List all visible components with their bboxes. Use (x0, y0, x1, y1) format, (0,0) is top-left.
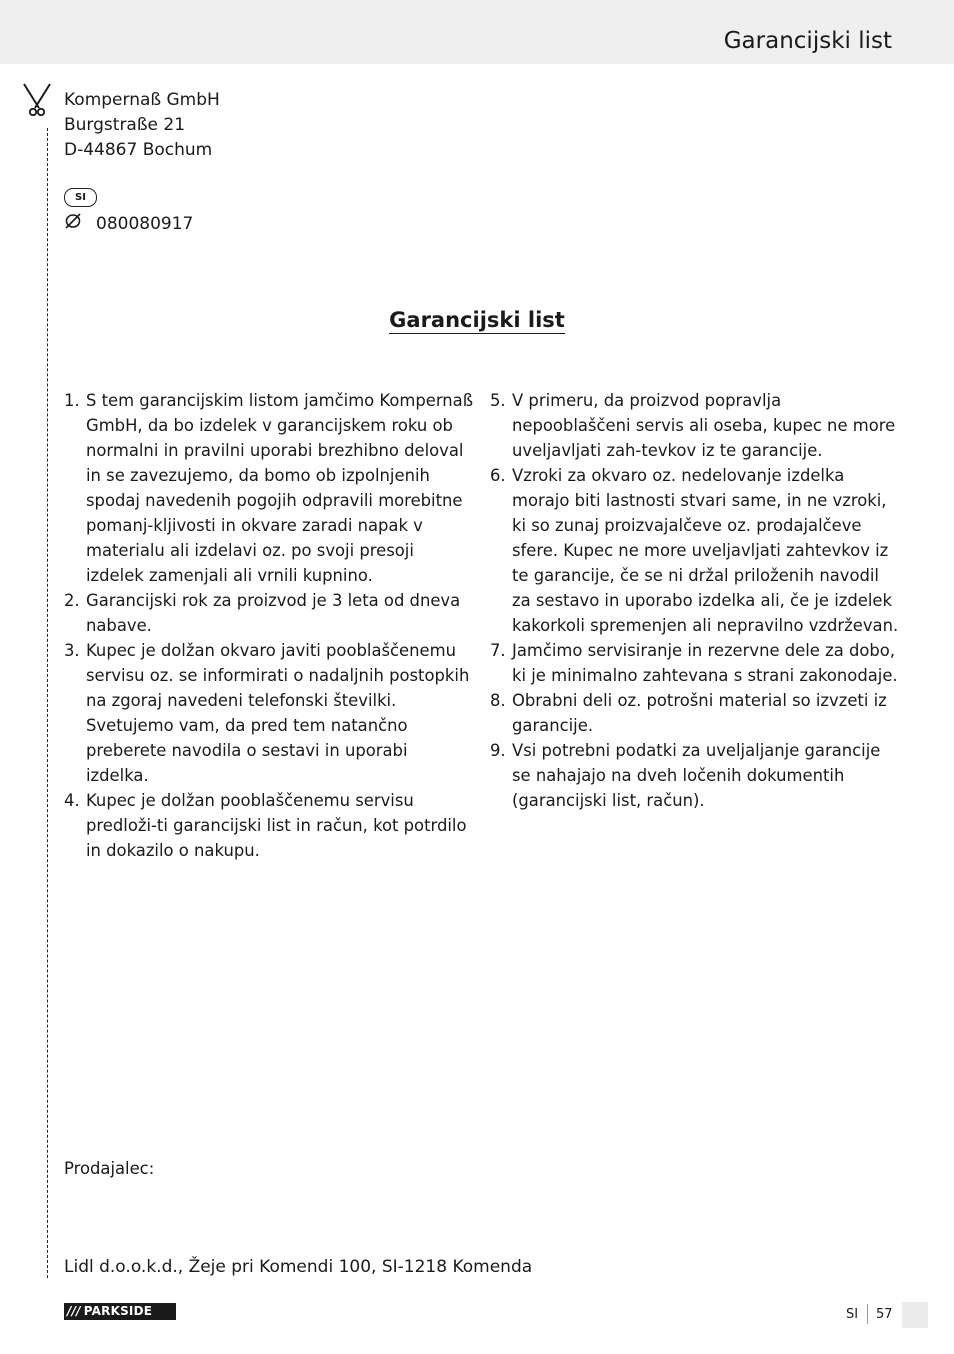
terms-item-number: 2. (64, 591, 80, 610)
terms-item (490, 638, 900, 688)
terms-item-text: Obrabni deli oz. potrošni material so izvzeti iz garancije. (512, 691, 887, 735)
phone-number: 080080917 (96, 214, 194, 234)
phone-icon (64, 212, 82, 237)
address-line: Burgstraße 21 (64, 115, 186, 135)
terms-item-number: 8. (490, 691, 506, 710)
terms-item-text: Kupec je dolžan okvaro javiti pooblaščenemu servisu oz. se informirati o nadaljnih postopkih na zgoraj navedeni telefonski številki. Svetujemo vam, da pred tem natančno preberete navodila o sestavi in uporabi izdelka. (86, 641, 470, 785)
terms-item-text: Garancijski rok za proizvod je 3 leta od dneva nabave. (86, 591, 461, 635)
terms-item-text: V primeru, da proizvod popravlja nepooblaščeni servis ali oseba, kupec ne more uveljavljati zah-tevkov iz te garancije. (512, 391, 896, 460)
terms-item-number: 5. (490, 391, 506, 410)
logo-slashes: /// (67, 1304, 81, 1318)
cut-line (47, 128, 48, 1278)
address-line: D-44867 Bochum (64, 140, 213, 160)
page-header-title: Garancijski list (723, 28, 892, 54)
terms-item (490, 688, 900, 738)
terms-item-text: Kupec je dolžan pooblaščenemu servisu predloži-ti garancijski list in račun, kot potrdilo in dokazilo o nakupu. (86, 791, 467, 860)
terms-item-number: 9. (490, 741, 506, 760)
terms-item (490, 463, 900, 638)
terms-item-number: 4. (64, 791, 80, 810)
logo-text: PARKSIDE (83, 1304, 153, 1318)
seller-address: Lidl d.o.o.k.d., Žeje pri Komendi 100, SI-1218 Komenda (64, 1257, 533, 1277)
main-title-text: Garancijski list (389, 308, 565, 332)
company-address (64, 88, 220, 163)
parkside-logo (64, 1303, 176, 1320)
terms-item (64, 588, 474, 638)
terms-item-text: Jamčimo servisiranje in rezervne dele za dobo, ki je minimalno zahtevana s strani zakonodaje. (512, 641, 898, 685)
terms-column-left (64, 388, 474, 863)
footer-tab-box (902, 1302, 928, 1328)
terms-item-number: 6. (490, 466, 506, 485)
country-badge: SI (64, 188, 97, 207)
terms-item-text: Vsi potrebni podatki za uveljaljanje garancije se nahajajo na dveh ločenih dokumentih (garancijski list, račun). (512, 741, 881, 810)
address-line: Kompernaß GmbH (64, 90, 220, 110)
footer-language: SI (846, 1307, 859, 1322)
scissors-icon (20, 78, 54, 116)
terms-item (64, 638, 474, 788)
terms-item (490, 388, 900, 463)
terms-item (490, 738, 900, 813)
terms-item-text: S tem garancijskim listom jamčimo Kompernaß GmbH, da bo izdelek v garancijskem roku ob normalni in pravilni uporabi brezhibno deloval in se zavezujemo, da bomo ob izpolnjenih spodaj navedenih pogojih odpravili morebitne pomanj-kljivosti in okvare zaradi napak v materialu ali izdelavi oz. po svoji presoji izdelek zamenjali ali vrnili kupnino. (86, 391, 474, 585)
terms-item-text: Vzroki za okvaro oz. nedelovanje izdelka morajo biti lastnosti stvari same, in ne vzroki, ki so zunaj proizvajalčeve oz. prodajalčeve sfere. Kupec ne more uveljavljati zahtevkov iz te garancije, če se ni držal priloženih navodil za sestavo in uporabo izdelka ali, če je izdelek kakorkoli spremenjen ali nepravilno vzdrževan. (512, 466, 899, 635)
main-title (0, 308, 954, 332)
terms-item (64, 388, 474, 588)
phone-row (64, 212, 193, 237)
page-number: 57 (876, 1307, 893, 1322)
terms-item-number: 7. (490, 641, 506, 660)
terms-item (64, 788, 474, 863)
terms-column-right (490, 388, 900, 813)
footer-divider (867, 1304, 868, 1324)
terms-item-number: 1. (64, 391, 80, 410)
seller-label: Prodajalec: (64, 1159, 155, 1178)
terms-item-number: 3. (64, 641, 80, 660)
